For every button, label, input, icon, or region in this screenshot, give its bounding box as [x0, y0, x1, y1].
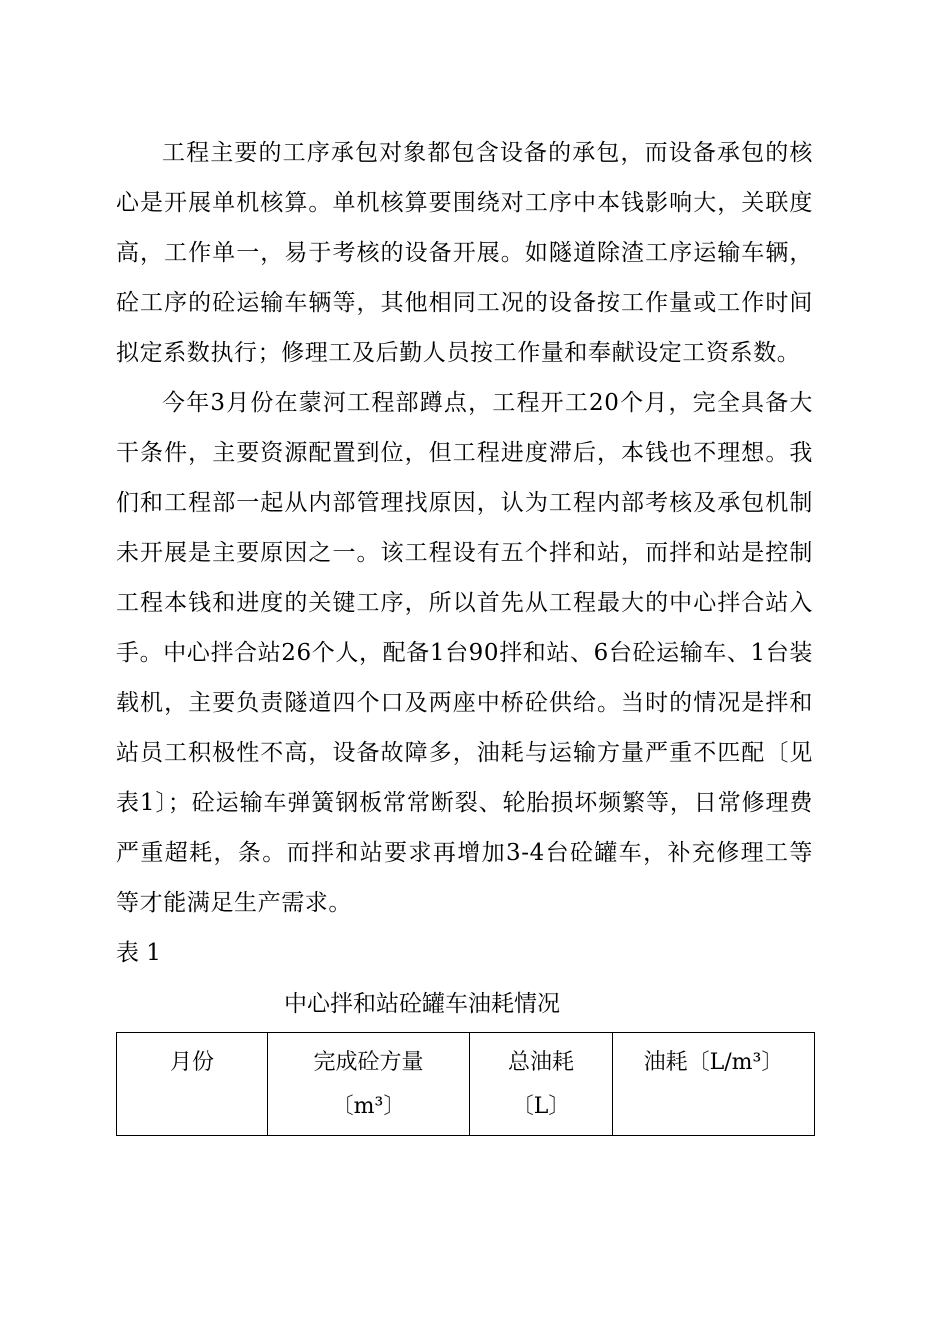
header-concrete-volume-unit: 〔m³〕 [331, 1094, 406, 1119]
fuel-consumption-table [116, 1032, 815, 1136]
header-concrete-volume [268, 1033, 470, 1136]
table-label: 表 1 [116, 940, 161, 966]
document-page [116, 128, 813, 1136]
header-total-fuel-label: 总油耗 [507, 1050, 574, 1075]
header-total-fuel-unit: 〔L〕 [511, 1094, 571, 1119]
header-month-label: 月份 [169, 1050, 214, 1075]
header-concrete-volume-label: 完成砼方量 [313, 1050, 424, 1075]
paragraph-2: 今年3月份在蒙河工程部蹲点，工程开工20个月，完全具备大干条件，主要资源配置到位，但工程进度滞后，本钱也不理想。我们和工程部一起从内部管理找原因，认为工程内部考核及承包机制未开展是主要原因之一。该工程设有五个拌和站，而拌和站是控制工程本钱和进度的关键工序，所以首先从工程最大的中心拌合站入手。中心拌合站26个人，配备1台90拌和站、6台砼运输车、1台装载机，主要负责隧道四个口及两座中桥砼供给。当时的情况是拌和站员工积极性不高，设备故障多，油耗与运输方量严重不匹配〔见表1〕；砼运输车弹簧钢板常常断裂、轮胎损坏频繁等，日常修理费严重超耗，条。而拌和站要求再增加3-4台砼罐车，补充修理工等等才能满足生产需求。 [116, 390, 813, 916]
table-caption: 中心拌和站砼罐车油耗情况 [284, 991, 560, 1017]
header-total-fuel [470, 1033, 613, 1136]
header-fuel-per-volume-label: 油耗〔L/m³〕 [643, 1050, 784, 1075]
table-header-row [117, 1033, 815, 1136]
header-fuel-per-volume [613, 1033, 815, 1136]
header-month [117, 1033, 268, 1136]
paragraph-1: 工程主要的工序承包对象都包含设备的承包，而设备承包的核心是开展单机核算。单机核算要围绕对工序中本钱影响大，关联度高，工作单一，易于考核的设备开展。如隧道除渣工序运输车辆，砼工序的砼运输车辆等，其他相同工况的设备按工作量或工作时间拟定系数执行；修理工及后勤人员按工作量和奉献设定工资系数。 [116, 140, 813, 366]
